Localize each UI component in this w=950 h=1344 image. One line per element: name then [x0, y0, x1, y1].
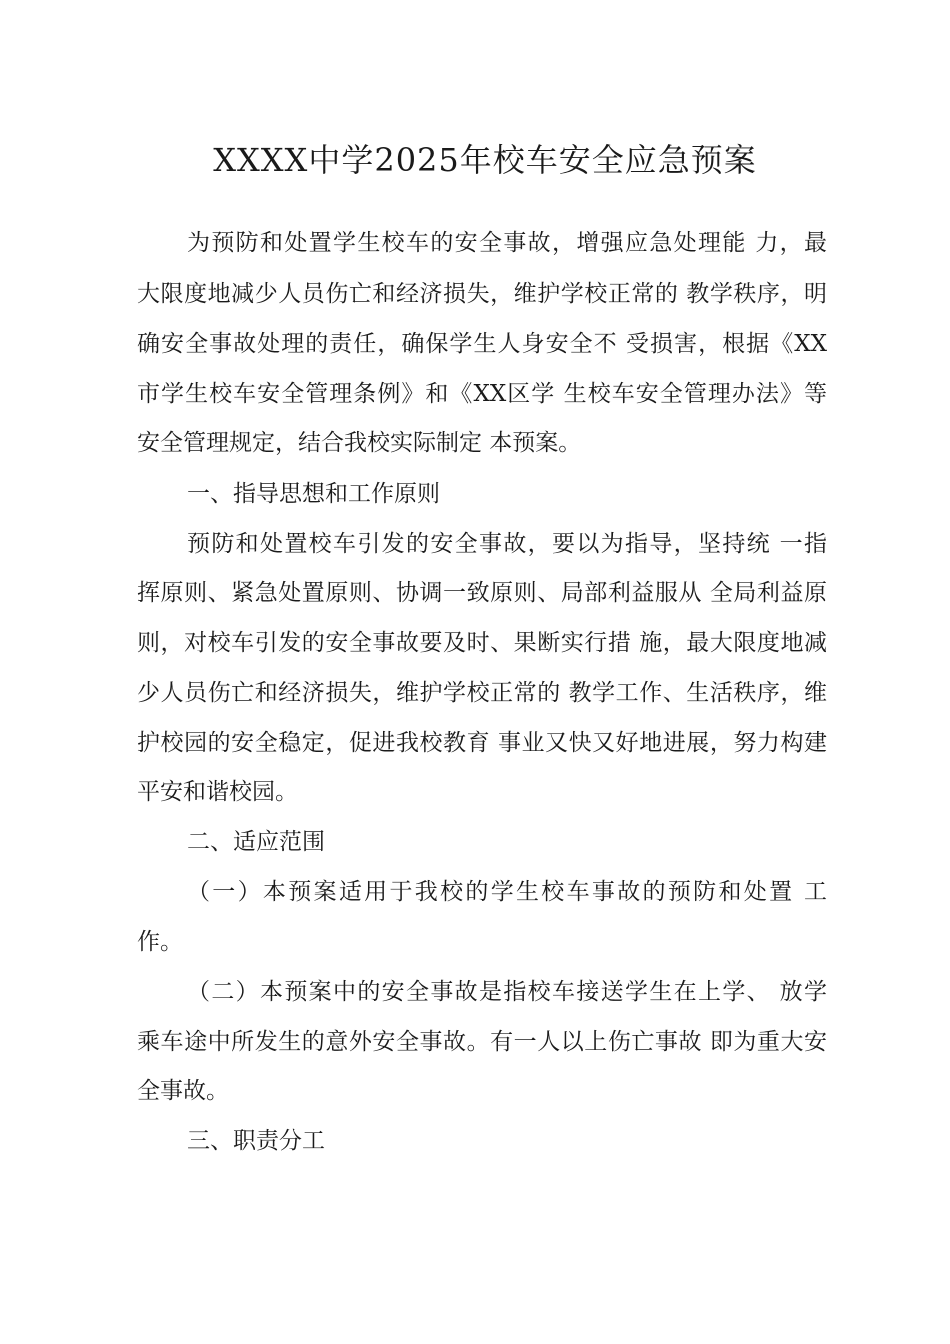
text-line: （一）本预案适用于我校的学生校车事故的预防和处置 工: [187, 879, 827, 905]
text-line: 安全管理规定，结合我校实际制定 本预案。: [137, 430, 582, 456]
text-line: 市学生校车安全管理条例》和《XX区学 生校车安全管理办法》等: [137, 381, 827, 407]
text-line: 预防和处置校车引发的安全事故，要以为指导，坚持统 一指: [187, 531, 827, 557]
section-heading: 一、指导思想和工作原则: [187, 481, 440, 507]
document-title: XXXX中学2025年校车安全应急预案: [213, 141, 757, 179]
text-line: 护校园的安全稳定，促进我校教育 事业又快又好地进展，努力构建: [137, 730, 827, 756]
section-heading: 二、适应范围: [187, 829, 325, 855]
text-line: 平安和谐校园。: [137, 779, 298, 805]
text-line: 确安全事故处理的责任，确保学生人身安全不 受损害，根据《XX: [137, 331, 827, 357]
text-line: （二）本预案中的安全事故是指校车接送学生在上学、 放学: [187, 979, 827, 1005]
text-line: 则，对校车引发的安全事故要及时、果断实行措 施，最大限度地减: [137, 630, 827, 656]
text-line: 全事故。: [137, 1078, 229, 1104]
text-line: 大限度地减少人员伤亡和经济损失，维护学校正常的 教学秩序，明: [137, 281, 827, 307]
text-line: 乘车途中所发生的意外安全事故。有一人以上伤亡事故 即为重大安: [137, 1029, 827, 1055]
text-line: 作。: [137, 929, 183, 955]
section-heading: 三、职责分工: [187, 1128, 325, 1154]
text-line: 挥原则、紧急处置原则、协调一致原则、局部利益服从 全局利益原: [137, 580, 827, 606]
text-line: 为预防和处置学生校车的安全事故，增强应急处理能 力，最: [187, 230, 827, 256]
text-line: 少人员伤亡和经济损失，维护学校正常的 教学工作、生活秩序，维: [137, 680, 827, 706]
